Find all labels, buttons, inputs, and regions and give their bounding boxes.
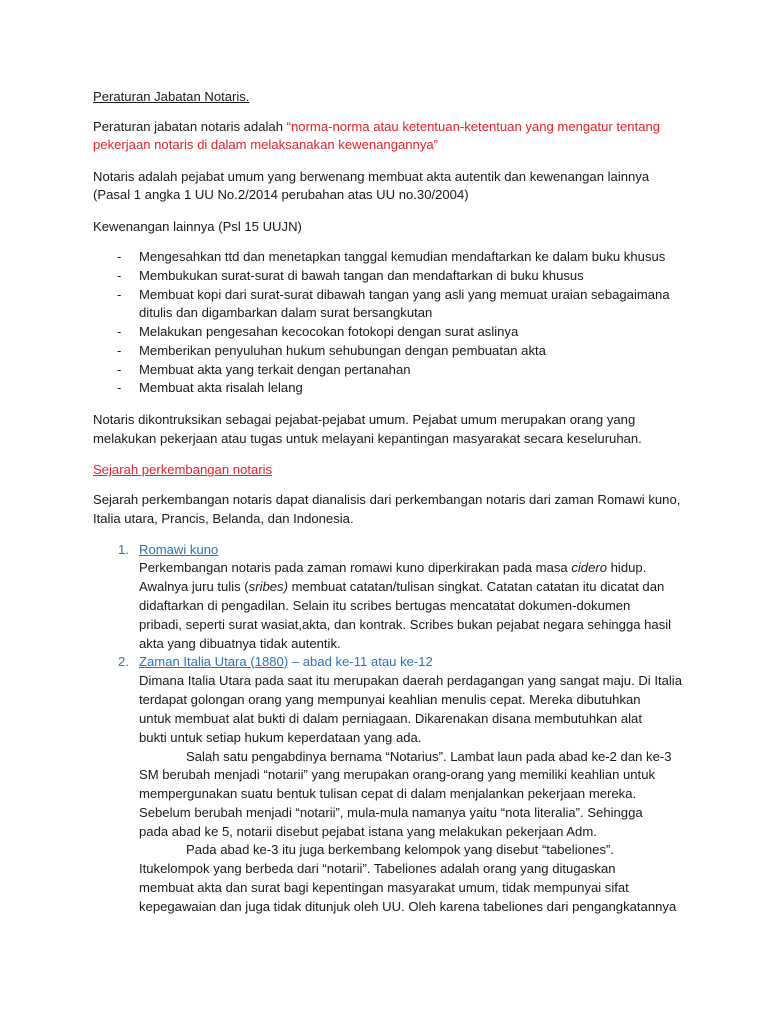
list-bullet: - — [117, 343, 122, 358]
definition-prefix: Peraturan jabatan notaris adalah — [93, 119, 287, 134]
paragraph-line: Itukelompok yang berbeda dari “notarii”. Tabeliones adalah orang yang ditugaskan — [139, 861, 616, 876]
document-title: Peraturan Jabatan Notaris. — [93, 89, 250, 104]
paragraph-line: pada abad ke 5, notarii disebut pejabat istana yang melakukan pekerjaan Adm. — [139, 824, 597, 839]
paragraph-line: Sejarah perkembangan notaris dapat dianalisis dari perkembangan notaris dari zaman Romawi kuno, — [93, 492, 681, 507]
list-item-text: Membuat kopi dari surat-surat dibawah tangan yang asli yang memuat uraian sebagaimana — [139, 287, 670, 302]
notaris-definition-line: Notaris adalah pejabat umum yang berwenang membuat akta autentik dan kewenangan lainnya — [93, 169, 650, 184]
italia-heading: Zaman Italia Utara (1880) — [139, 654, 289, 669]
paragraph-line — [139, 578, 664, 596]
sejarah-heading: Sejarah perkembangan notaris — [93, 462, 273, 477]
paragraph-line: melakukan pekerjaan atau tugas untuk melayani kepantingan masyarakat secara keseluruhan. — [93, 431, 642, 446]
definition-quote: “norma-norma atau ketentuan-ketentuan yang mengatur tentang — [286, 119, 661, 134]
text-run: hidup. — [607, 560, 647, 575]
paragraph-line: Dimana Italia Utara pada saat itu merupakan daerah perdagangan yang sangat maju. Di Italia — [139, 673, 683, 688]
paragraph-line: Notaris dikontruksikan sebagai pejabat-pejabat umum. Pejabat umum merupakan orang yang — [93, 412, 636, 427]
paragraph-line: didaftarkan di pengadilan. Selain itu scribes bertugas mencatatat dokumen-dokumen — [139, 598, 631, 613]
list-bullet: - — [117, 268, 122, 283]
paragraph-line: akta yang dibuatnya tidak autentik. — [139, 636, 341, 651]
list-bullet: - — [117, 362, 122, 377]
list-bullet: - — [117, 380, 122, 395]
list-bullet: - — [117, 249, 122, 264]
list-bullet: - — [117, 287, 122, 302]
paragraph-line: mempergunakan suatu bentuk tulisan cepat di dalam menjalankan pekerjaan mereka. — [139, 786, 637, 801]
text-run: membuat catatan/tulisan singkat. Catatan catatan itu dicatat dan — [287, 579, 665, 594]
paragraph-line: Pada abad ke-3 itu juga berkembang kelompok yang disebut “tabeliones”. — [186, 842, 615, 857]
italia-heading-suffix: – abad ke-11 atau ke-12 — [288, 654, 433, 669]
paragraph-line: untuk membuat alat bukti di dalam perniagaan. Dikarenakan disana membutuhkan alat — [139, 711, 642, 726]
definition-line-1 — [93, 118, 660, 136]
paragraph-line: pribadi, seperti surat wasiat,akta, dan kontrak. Scribes bukan pejabat negara sehingga hasil — [139, 617, 672, 632]
list-item-text: Membukukan surat-surat di bawah tangan dan mendaftarkan di buku khusus — [139, 268, 584, 283]
text-run-italic: sribes) — [248, 579, 288, 594]
list-bullet: - — [117, 324, 122, 339]
romawi-heading: Romawi kuno — [139, 542, 219, 557]
paragraph-line: Italia utara, Prancis, Belanda, dan Indonesia. — [93, 511, 354, 526]
list-number: 1. — [118, 542, 129, 557]
paragraph-line: SM berubah menjadi “notarii” yang merupakan orang-orang yang memiliki keahlian untuk — [139, 767, 656, 782]
italia-heading-wrap — [139, 653, 433, 671]
list-number: 2. — [118, 654, 129, 669]
paragraph-line: Salah satu pengabdinya bernama “Notarius”. Lambat laun pada abad ke-2 dan ke-3 — [186, 749, 672, 764]
notaris-definition-line: (Pasal 1 angka 1 UU No.2/2014 perubahan atas UU no.30/2004) — [93, 187, 469, 202]
list-item-text: Membuat akta risalah lelang — [139, 380, 303, 395]
text-run: Awalnya juru tulis ( — [139, 579, 249, 594]
list-item-text: Melakukan pengesahan kecocokan fotokopi dengan surat aslinya — [139, 324, 519, 339]
definition-line-2: pekerjaan notaris di dalam melaksanakan kewenangannya” — [93, 137, 439, 152]
list-item-text: Mengesahkan ttd dan menetapkan tanggal kemudian mendaftarkan ke dalam buku khusus — [139, 249, 666, 264]
paragraph-line: bukti untuk setiap hukum keperdataan yang ada. — [139, 730, 422, 745]
list-item-text: ditulis dan digambarkan dalam surat bersangkutan — [139, 305, 433, 320]
paragraph-line: membuat akta dan surat bagi kepentingan masyarakat umum, tidak mempunyai sifat — [139, 880, 629, 895]
text-run: Perkembangan notaris pada zaman romawi kuno diperkirakan pada masa — [139, 560, 572, 575]
list-item-text: Membuat akta yang terkait dengan pertanahan — [139, 362, 411, 377]
paragraph-line: Sebelum berubah menjadi “notarii”, mula-mula namanya yaitu “nota literalia”. Sehingga — [139, 805, 643, 820]
paragraph-line — [139, 559, 646, 577]
list-item-text: Memberikan penyuluhan hukum sehubungan dengan pembuatan akta — [139, 343, 546, 358]
paragraph-line: terdapat golongan orang yang mempunyai keahlian menulis cepat. Mereka dibutuhkan — [139, 692, 641, 707]
kewenangan-heading: Kewenangan lainnya (Psl 15 UUJN) — [93, 219, 302, 234]
paragraph-line: kepegawaian dan juga tidak ditunjuk oleh UU. Oleh karena tabeliones dari pengangkatannya — [139, 899, 677, 914]
text-run-italic: cidero — [571, 560, 608, 575]
